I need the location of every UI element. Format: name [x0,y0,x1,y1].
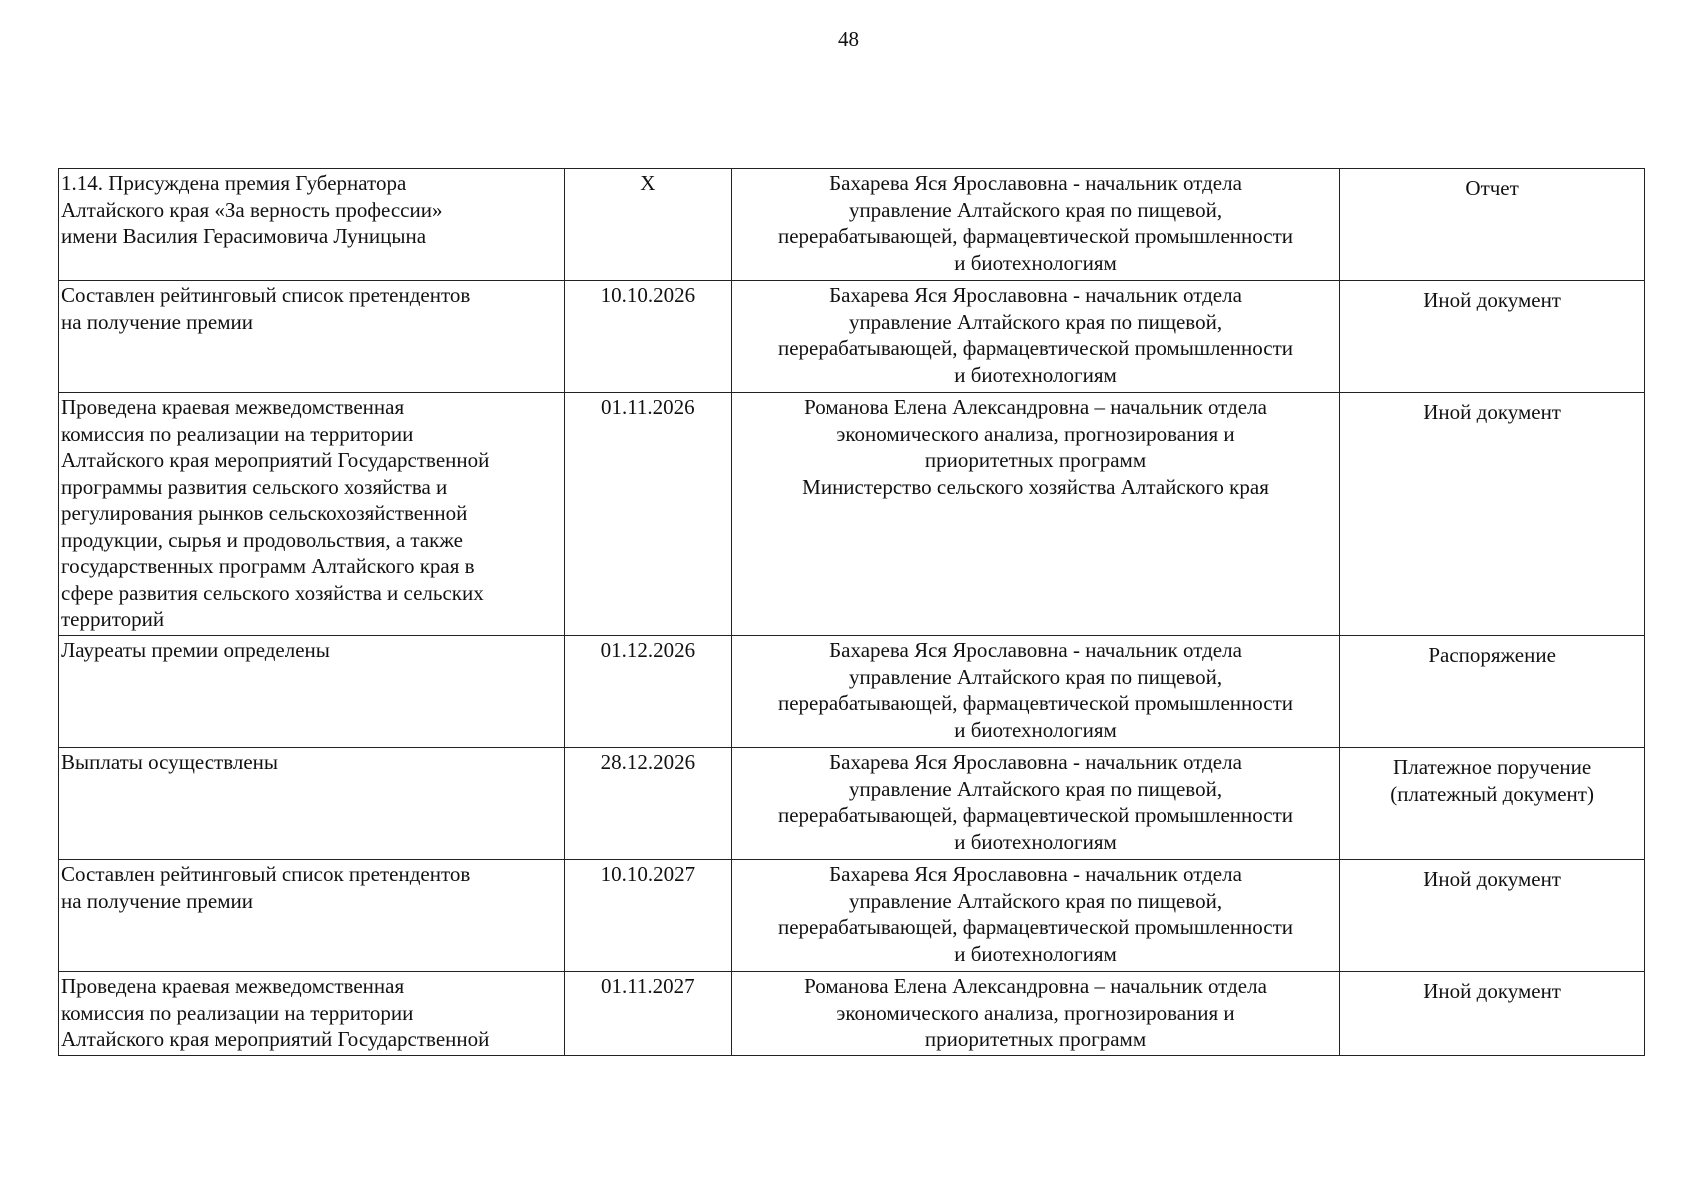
event-text: Проведена краевая межведомственная комиссия по реализации на территории Алтайского края мероприятий Государственной [61,974,490,1051]
event-cell [59,281,565,393]
event-cell [59,393,565,636]
document-cell [1340,281,1645,393]
event-text: Лауреаты премии определены [61,638,330,662]
event-text: 1.14. Присуждена премия Губернатора Алтайского края «За верность профессии» имени Василия Герасимовича Луницына [61,171,443,248]
responsible-text: Бахарева Яся Ярославовна - начальник отдела управление Алтайского края по пищевой, перерабатывающей, фармацевтической промышленности и биотехнологиям [777,862,1294,966]
date-cell [564,169,731,281]
document-text: Иной документ [1423,400,1561,424]
document-cell [1340,860,1645,972]
date-text: X [640,171,656,195]
responsible-text: Бахарева Яся Ярославовна - начальник отдела управление Алтайского края по пищевой, перерабатывающей, фармацевтической промышленности и биотехнологиям [777,638,1294,742]
date-text: 01.11.2027 [600,974,695,998]
plan-table [58,168,1645,1056]
event-text: Проведена краевая межведомственная комиссия по реализации на территории Алтайского края мероприятий Государственной программы развития сельского хозяйства и регулирования рынков сельскохозяйственной продукции, сырья и продовольствия, а также государственных программ Алтайского края в сфере развития сельского хозяйства и сельских территорий [61,395,490,631]
document-cell [1340,169,1645,281]
table-row [59,169,1645,281]
date-cell [564,281,731,393]
document-text: Иной документ [1423,867,1561,891]
page-number: 48 [838,27,859,51]
document-cell [1340,748,1645,860]
responsible-cell [731,972,1339,1056]
document-cell [1340,972,1645,1056]
date-text: 10.10.2027 [600,862,696,886]
responsible-text: Романова Елена Александровна – начальник отдела экономического анализа, прогнозирования и приоритетных программ [804,974,1267,1051]
document-text: Иной документ [1423,288,1561,312]
document-text: Отчет [1465,176,1519,200]
document-cell [1340,393,1645,636]
event-cell [59,972,565,1056]
table-row [59,393,1645,636]
document-text: Распоряжение [1428,643,1556,667]
table-row [59,972,1645,1056]
table-row [59,281,1645,393]
responsible-cell [731,636,1339,748]
date-cell [564,860,731,972]
document-text: Платежное поручение (платежный документ) [1390,755,1594,806]
responsible-text: Бахарева Яся Ярославовна - начальник отдела управление Алтайского края по пищевой, перерабатывающей, фармацевтической промышленности и биотехнологиям [777,171,1294,275]
date-cell [564,636,731,748]
date-text: 01.11.2026 [600,395,695,419]
responsible-cell [731,860,1339,972]
event-text: Составлен рейтинговый список претендентов на получение премии [61,862,471,913]
responsible-text: Романова Елена Александровна – начальник отдела экономического анализа, прогнозирования и приоритетных программ Министерство сельского хозяйства Алтайского края [802,395,1269,499]
responsible-text: Бахарева Яся Ярославовна - начальник отдела управление Алтайского края по пищевой, перерабатывающей, фармацевтической промышленности и биотехнологиям [777,750,1294,854]
date-cell [564,748,731,860]
event-cell [59,636,565,748]
responsible-cell [731,281,1339,393]
date-text: 10.10.2026 [600,283,696,307]
responsible-cell [731,393,1339,636]
date-text: 01.12.2026 [600,638,696,662]
table-row [59,860,1645,972]
event-cell [59,748,565,860]
responsible-cell [731,748,1339,860]
responsible-cell [731,169,1339,281]
table-row [59,748,1645,860]
date-cell [564,972,731,1056]
event-text: Составлен рейтинговый список претендентов на получение премии [61,283,471,334]
date-cell [564,393,731,636]
document-text: Иной документ [1423,979,1561,1003]
responsible-text: Бахарева Яся Ярославовна - начальник отдела управление Алтайского края по пищевой, перерабатывающей, фармацевтической промышленности и биотехнологиям [777,283,1294,387]
date-text: 28.12.2026 [600,750,696,774]
document-cell [1340,636,1645,748]
event-text: Выплаты осуществлены [61,750,279,774]
table-row [59,636,1645,748]
event-cell [59,860,565,972]
event-cell [59,169,565,281]
